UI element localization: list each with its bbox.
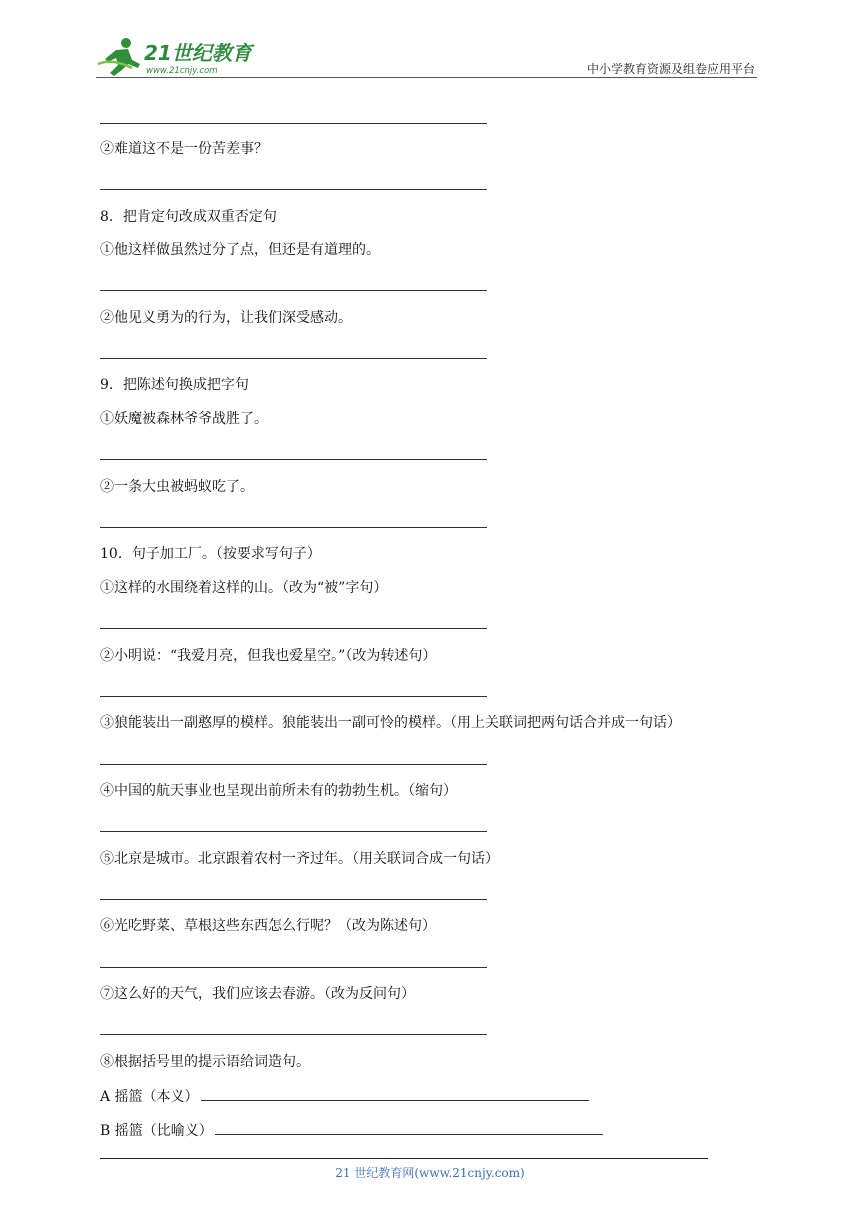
answer-line <box>100 831 487 832</box>
answer-line <box>100 764 487 765</box>
question-item: ③狼能装出一副憨厚的模样。狼能装出一副可怜的模样。（用上关联词把两句话合并成一句话） <box>100 715 681 731</box>
question-item: ⑧根据括号里的提示语给词造句。 <box>100 1054 310 1070</box>
prompt-label: A 摇篮（本义） <box>100 1089 199 1105</box>
question-item: ②他见义勇为的行为，让我们深受感动。 <box>100 310 352 326</box>
footer-divider <box>100 1158 708 1159</box>
footer-text: 21 世纪教育网(www.21cnjy.com) <box>335 1166 525 1180</box>
answer-line <box>100 1034 487 1035</box>
answer-line <box>100 696 487 697</box>
question-title: 9．把陈述句换成把字句 <box>100 377 249 393</box>
prompt-label: B 摇篮（比喻义） <box>100 1123 213 1139</box>
question-item: ①妖魔被森林爷爷战胜了。 <box>100 411 268 427</box>
question-item: ⑥光吃野菜、草根这些东西怎么行呢？（改为陈述句） <box>100 918 436 934</box>
answer-line <box>100 527 487 528</box>
answer-line <box>100 123 487 124</box>
question-item: ②一条大虫被蚂蚁吃了。 <box>100 479 254 495</box>
question-item: ②小明说：“我爱月亮，但我也爱星空。”（改为转述句） <box>100 648 437 664</box>
question-item: ⑦这么好的天气，我们应该去春游。（改为反问句） <box>100 986 415 1002</box>
question-title: 8．把肯定句改成双重否定句 <box>100 209 277 225</box>
fill-blank <box>215 1120 603 1135</box>
answer-line <box>100 189 487 190</box>
answer-line <box>100 967 487 968</box>
answer-line <box>100 628 487 629</box>
question-item: ①他这样做虽然过分了点，但还是有道理的。 <box>100 242 380 258</box>
fill-blank <box>201 1086 589 1101</box>
sentence-prompt-b <box>100 1120 603 1141</box>
sentence-prompt-a <box>100 1086 589 1107</box>
question-item: ⑤北京是城市。北京跟着农村一齐过年。（用关联词合成一句话） <box>100 851 499 867</box>
answer-line <box>100 899 487 900</box>
logo-title: 21世纪教育 <box>144 41 252 65</box>
site-logo <box>92 34 267 80</box>
answer-line <box>100 358 487 359</box>
answer-line <box>100 290 487 291</box>
question-item: ④中国的航天事业也呈现出前所未有的勃勃生机。（缩句） <box>100 783 457 799</box>
logo-url: www.21cnjy.com <box>146 66 218 76</box>
runner-icon <box>98 38 140 76</box>
answer-line <box>100 459 487 460</box>
header-platform-text: 中小学教育资源及组卷应用平台 <box>586 62 755 76</box>
question-title: 10．句子加工厂。（按要求写句子） <box>100 546 321 562</box>
header-divider <box>96 77 757 78</box>
question-item: ①这样的水围绕着这样的山。（改为“被”字句） <box>100 580 388 596</box>
question-item: ②难道这不是一份苦差事？ <box>100 141 268 157</box>
